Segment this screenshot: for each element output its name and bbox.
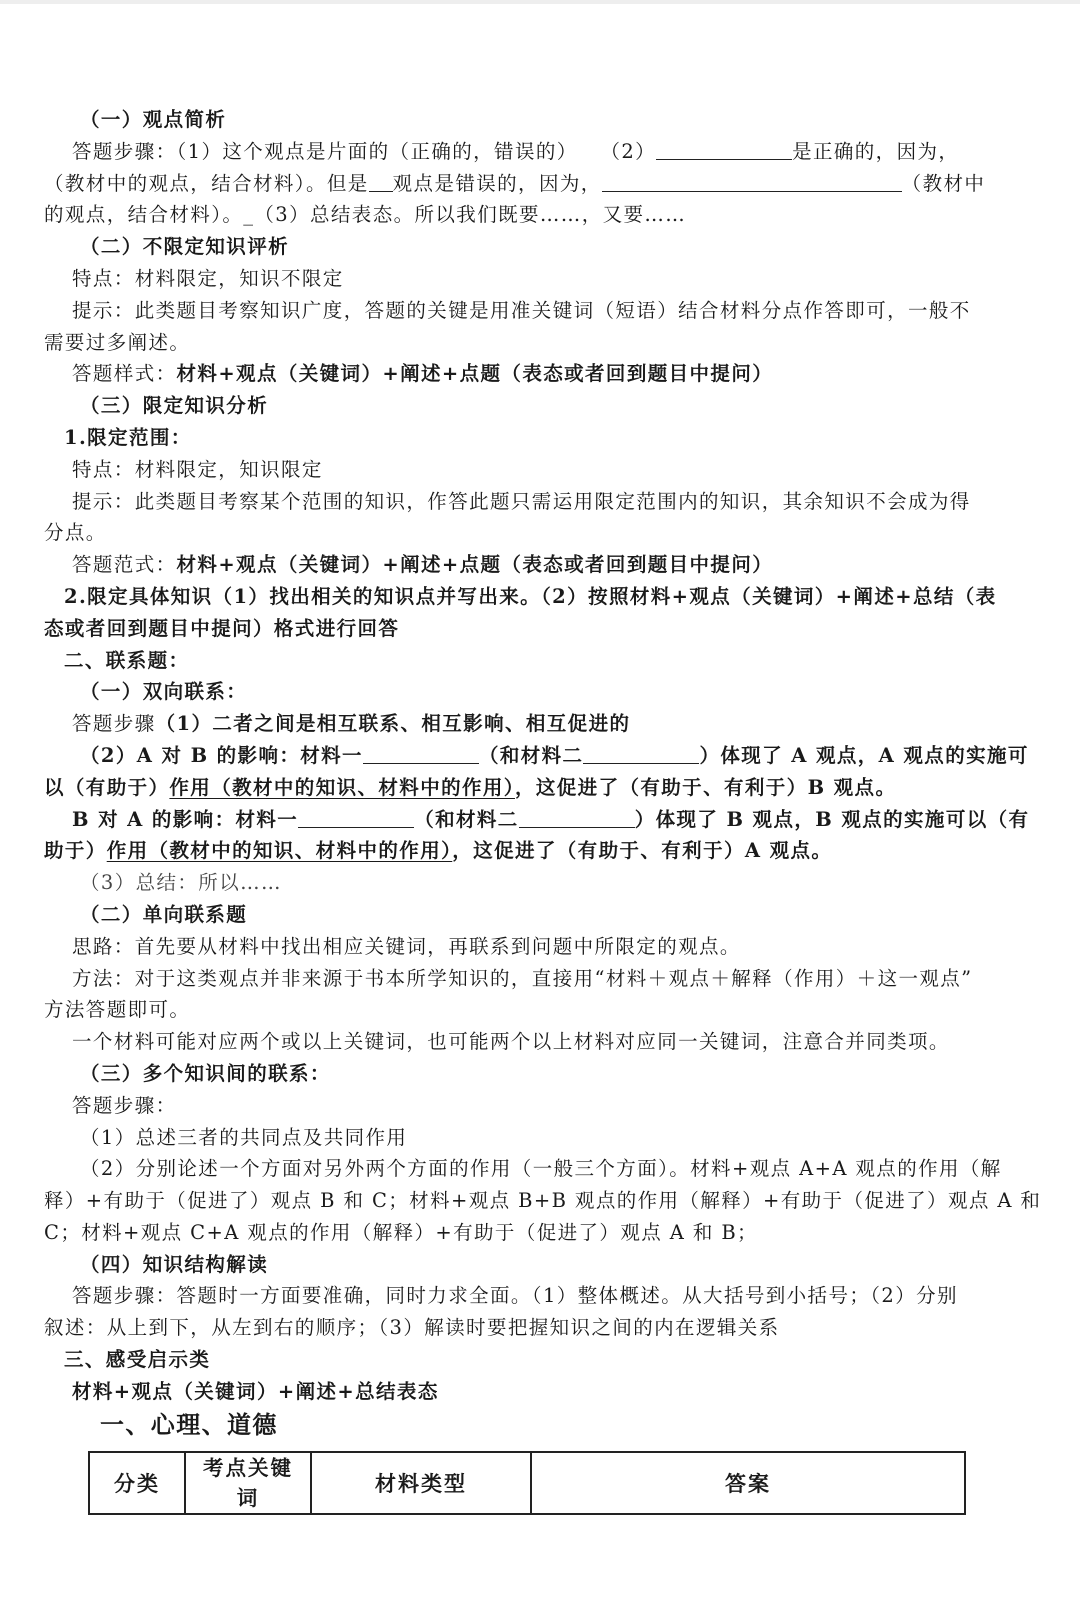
text: ，这促进了（有助于、有利于）B 观点。 [514,775,897,799]
paragraph: C；材料+观点 C+A 观点的作用（解释）+有助于（促进了）观点 A 和 B； [44,1220,758,1244]
paragraph: 方法答题即可。 [44,998,191,1022]
text: 词 [236,1486,260,1510]
paragraph: 提示：此类题目考察知识广度，答题的关键是用准关键词（短语）结合材料分点作答即可，一般不 [72,298,971,322]
text: （教材中 [901,171,986,195]
paragraph: （3）总结：所以…… [80,871,282,895]
paragraph-bold [44,772,1012,804]
paragraph-bold [44,804,1030,836]
text: 答题步骤：（1）这个观点是片面的（正确的，错误的） [72,139,578,163]
paragraph: （1）总述三者的共同点及共同作用 [80,1125,408,1149]
text: 答题样式： [72,362,177,386]
text: （和材料二 [414,807,519,831]
paragraph [44,136,1012,168]
heading-unrestricted-knowledge: （二）不限定知识评析 [80,235,290,259]
paragraph: 分点。 [44,521,107,545]
paragraph: 提示：此类题目考察某个范围的知识，作答此题只需运用限定范围内的知识，其余知识不会成为得 [72,489,971,513]
text: 是正确的，因为， [792,139,960,163]
table-header-row [89,1452,965,1514]
table-header-material-type: 材料类型 [311,1452,531,1514]
table-header-category: 分类 [89,1452,185,1514]
blank-line [363,743,479,764]
table-header-keyword [185,1452,311,1514]
paragraph-bold [44,740,1029,772]
text: ，这促进了（有助于、有利于）A 观点。 [452,839,833,863]
paragraph [44,168,1012,200]
text: （2）A 对 B 的影响：材料一 [80,743,363,767]
text-bold: 材料+观点（关键词）+阐述+点题（表态或者回到题目中提问） [176,362,774,386]
paragraph [44,358,1012,390]
answer-table [88,1451,966,1515]
text: （教材中的观点，结合材料）。但是 [44,171,369,195]
paragraph: 方法：对于这类观点并非来源于书本所学知识的，直接用“材料＋观点＋解释（作用）＋这一观点” [72,966,973,990]
heading-one-way-connection: （二）单向联系题 [80,902,248,926]
heading-two-way-connection: （一）双向联系： [80,680,248,704]
blank-line [519,807,635,828]
text: 答题范式： [72,553,177,577]
blank-line [298,807,414,828]
text: B 对 A 的影响：材料一 [72,807,299,831]
blank-line [369,171,393,192]
top-divider [0,0,1080,4]
blank-line [656,139,792,160]
paragraph-bold [44,835,1012,867]
blank-line [583,743,699,764]
blank-line [602,171,902,192]
heading-viewpoint-analysis: （一）观点简析 [80,108,227,131]
heading-restricted-knowledge: （三）限定知识分析 [80,394,269,418]
text-bold: 材料+观点（关键词）+阐述+点题（表态或者回到题目中提问） [176,553,774,577]
paragraph-bold: 2.限定具体知识（1）找出相关的知识点并写出来。（2）按照材料+观点（关键词）+阐述+总结（表 [64,584,997,608]
paragraph: 答题步骤： [72,1093,177,1117]
text-underlined: 作用（教材中的知识、材料中的作用） [106,839,453,863]
paragraph: 需要过多阐述。 [44,330,191,354]
text: （2） [600,139,657,163]
text: （和材料二 [478,743,584,767]
heading-knowledge-structure: （四）知识结构解读 [80,1252,269,1276]
text: 考点关键 [203,1456,293,1480]
table-header-answer: 答案 [531,1452,965,1514]
paragraph: 特点：材料限定，知识限定 [72,457,323,481]
text: ）体现了 A 观点，A 观点的实施可 [699,743,1029,767]
text: 以（有助于） [44,775,170,799]
text: 观点是错误的，因为， [392,171,602,195]
heading-multi-knowledge-connection: （三）多个知识间的联系： [80,1061,331,1085]
paragraph-bold: 材料+观点（关键词）+阐述+总结表态 [72,1379,439,1403]
text: 助于） [44,839,107,863]
paragraph: （2）分别论述一个方面对另外两个方面的作用（一般三个方面）。材料+观点 A+A 观点的作用（解 [80,1157,1002,1181]
text-underlined: 作用（教材中的知识、材料中的作用） [169,775,515,799]
paragraph [44,549,1012,581]
paragraph: 一个材料可能对应两个或以上关键词，也可能两个以上材料对应同一关键词，注意合并同类项。 [72,1030,950,1054]
paragraph [44,708,1012,740]
heading-connection-questions: 二、联系题： [64,648,190,672]
paragraph: 特点：材料限定，知识不限定 [72,266,344,290]
paragraph: 答题步骤：答题时一方面要准确，同时力求全面。（1）整体概述。从大括号到小括号；（2）分别 [72,1284,958,1308]
paragraph: 的观点，结合材料）。_（3）总结表态。所以我们既要……，又要…… [44,203,687,227]
document-body [44,104,1042,1442]
subheading-restricted-scope: 1.限定范围： [64,425,192,449]
text: 答题步骤 [72,712,156,736]
paragraph: 叙述：从上到下，从左到右的顺序；（3）解读时要把握知识之间的内在逻辑关系 [44,1316,780,1340]
heading-feelings-inspiration: 三、感受启示类 [64,1348,211,1372]
paragraph: 思路：首先要从材料中找出相应关键词，再联系到问题中所限定的观点。 [72,934,741,958]
paragraph: 释）+有助于（促进了）观点 B 和 C；材料+观点 B+B 观点的作用（解释）+有助于（促进了）观点 A 和 [44,1189,1042,1213]
section-title-psychology-morality: 一、心理、道德 [100,1409,278,1439]
paragraph-bold: 态或者回到题目中提问）格式进行回答 [44,616,400,640]
text: ）体现了 B 观点，B 观点的实施可以（有 [634,807,1030,831]
text-bold: （1）二者之间是相互联系、相互影响、相互促进的 [155,712,631,736]
